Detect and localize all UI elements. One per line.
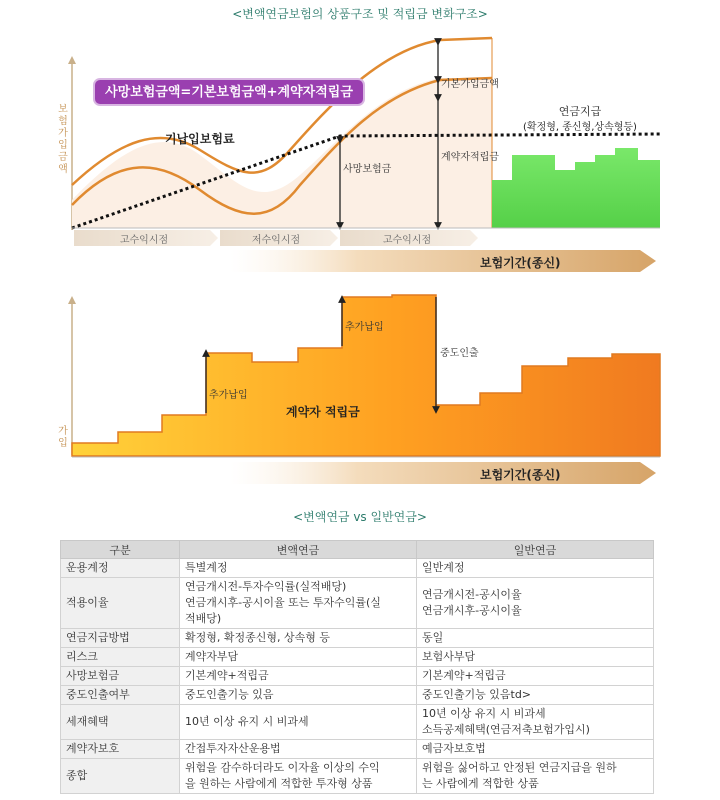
general-cell: 위험을 싫어하고 안정된 연금지급을 원하 는 사람에게 적합한 상품 bbox=[417, 759, 654, 794]
variable-cell: 연금개시전-투자수익률(실적배당) 연금개시후-공시이율 또는 투자수익률(실 적배당) bbox=[180, 578, 417, 629]
table-row bbox=[61, 740, 654, 759]
row-label: 연금지급방법 bbox=[61, 629, 180, 648]
table-row bbox=[61, 559, 654, 578]
row-label: 종합 bbox=[61, 759, 180, 794]
compare-title: <변액연금 vs 일반연금> bbox=[293, 510, 427, 524]
variable-cell: 간접투자자산운용법 bbox=[180, 740, 417, 759]
variable-cell: 위험을 감수하더라도 이자율 이상의 수익 을 원하는 사람에게 적합한 투자형 상품 bbox=[180, 759, 417, 794]
table-row bbox=[61, 578, 654, 629]
general-cell: 연금개시전-공시이율 연금개시후-공시이율 bbox=[417, 578, 654, 629]
variable-cell: 중도인출기능 있음 bbox=[180, 686, 417, 705]
table-body bbox=[61, 559, 654, 794]
row-label: 계약자보호 bbox=[61, 740, 180, 759]
variable-cell: 기본계약+적립금 bbox=[180, 667, 417, 686]
death-benefit-label: 사망보험금 bbox=[343, 164, 392, 175]
row-label: 운용계정 bbox=[61, 559, 180, 578]
period-label: 보험기간(종신) bbox=[480, 256, 561, 270]
table-row bbox=[61, 629, 654, 648]
reserve-label: 계약자적립금 bbox=[441, 152, 499, 163]
withdrawal-label: 중도인출 bbox=[440, 348, 479, 359]
row-label: 사망보험금 bbox=[61, 667, 180, 686]
header-category: 구분 bbox=[61, 541, 180, 559]
general-cell: 중도인출기능 있음td> bbox=[417, 686, 654, 705]
annuity-subtitle: (확정형, 종신형,상속형등) bbox=[523, 122, 637, 133]
table-header-row bbox=[61, 541, 654, 559]
variable-cell: 10년 이상 유지 시 비과세 bbox=[180, 705, 417, 740]
period-arrow bbox=[230, 250, 656, 272]
basic-amount-label: 기본가입금액 bbox=[441, 79, 499, 90]
row-label: 리스크 bbox=[61, 648, 180, 667]
general-cell: 일반계정 bbox=[417, 559, 654, 578]
y-axis-2-arrow-icon bbox=[68, 296, 76, 304]
formula-label: 사망보험금액=기본보험금액+계약자적립금 bbox=[105, 85, 353, 100]
row-label: 세재혜택 bbox=[61, 705, 180, 740]
premium-label: 기납입보험료 bbox=[165, 132, 235, 146]
phase-label-2: 저수익시점 bbox=[251, 235, 301, 246]
annuity-bars bbox=[492, 148, 660, 228]
variable-cell: 계약자부담 bbox=[180, 648, 417, 667]
general-cell: 10년 이상 유지 시 비과세 소득공제혜택(연금저축보험가입시) bbox=[417, 705, 654, 740]
annuity-title: 연금지급 bbox=[558, 105, 602, 118]
general-cell: 기본계약+적립금 bbox=[417, 667, 654, 686]
table-row bbox=[61, 759, 654, 794]
reserve-change-diagram bbox=[0, 285, 720, 490]
period-label-2: 보험기간(종신) bbox=[480, 468, 561, 482]
row-label: 중도인출여부 bbox=[61, 686, 180, 705]
variable-cell: 특별계정 bbox=[180, 559, 417, 578]
table-row bbox=[61, 705, 654, 740]
header-variable-annuity: 변액연금 bbox=[180, 541, 417, 559]
general-cell: 보험사부담 bbox=[417, 648, 654, 667]
general-cell: 동일 bbox=[417, 629, 654, 648]
y-axis-label: 보 험 가 입 금 액 bbox=[58, 104, 68, 175]
y-axis-2-label: 가 입 bbox=[58, 426, 68, 449]
phase-label-1: 고수익시점 bbox=[119, 235, 169, 246]
variable-cell: 확정형, 확정종신형, 상속형 등 bbox=[180, 629, 417, 648]
reserve-label-2: 계약자 적립금 bbox=[286, 405, 360, 419]
table-row bbox=[61, 686, 654, 705]
y-axis-arrow-icon bbox=[68, 56, 76, 64]
extra-payment-label-1: 추가납입 bbox=[209, 390, 248, 401]
comparison-table bbox=[60, 540, 654, 794]
structure-title: <변액연금보험의 상품구조 및 적립금 변화구조> bbox=[232, 7, 488, 21]
row-label: 적용이율 bbox=[61, 578, 180, 629]
table-row bbox=[61, 648, 654, 667]
header-general-annuity: 일반연금 bbox=[417, 541, 654, 559]
period-arrow-2 bbox=[230, 462, 656, 484]
extra-payment-label-2: 추가납입 bbox=[345, 322, 384, 333]
phase-label-3: 고수익시점 bbox=[382, 235, 432, 246]
table-row bbox=[61, 667, 654, 686]
general-cell: 예금자보호법 bbox=[417, 740, 654, 759]
